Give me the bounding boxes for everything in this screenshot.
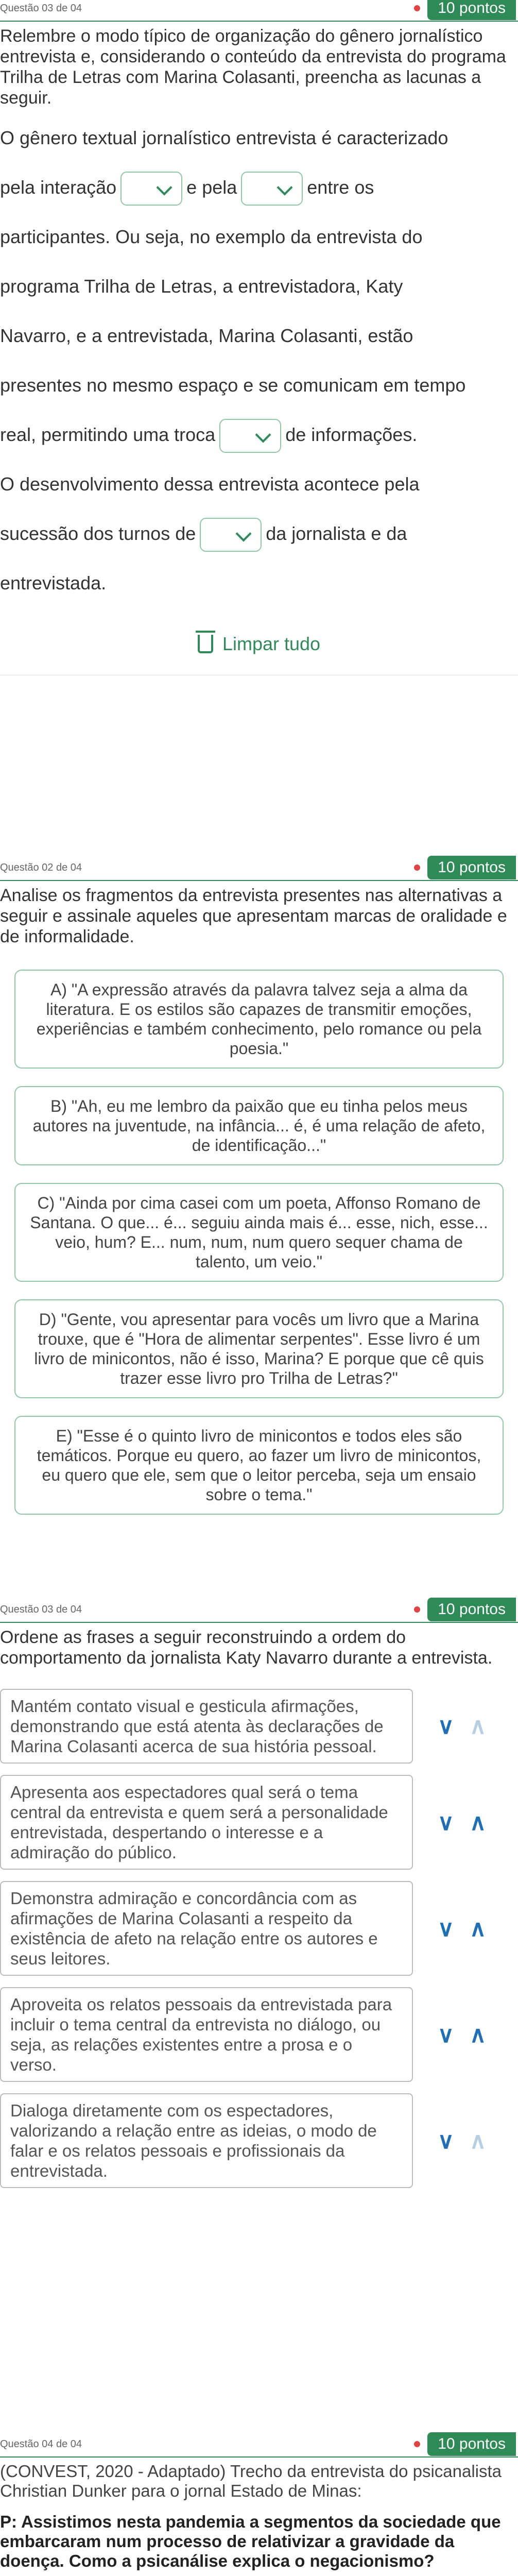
question-statement: Ordene as frases a seguir reconstruindo a ordem do comportamento da jornalista Katy Navarro durante a entrevista.: [0, 1628, 493, 1668]
order-item: Demonstra admiração e concordância com as afirmações de Marina Colasanti a respeito da existência de afeto na relação entre os autores e seus leitores. ∨ ∧: [0, 1881, 511, 1976]
move-down-icon[interactable]: ∨: [437, 1916, 454, 1941]
status-dot-icon: [414, 865, 420, 871]
order-item: Mantém contato visual e gesticula afirmações, demonstrando que está atenta às declarações de Marina Colasanti acerca de sua história pessoal. ∨ ∧: [0, 1689, 511, 1764]
answer-option-d[interactable]: D) "Gente, vou apresentar para vocês um livro que a Marina trouxe, que é "Hora de alimentar serpentes". Esse livro é um livro de minicontos, não é isso, Marina? E porque que cê quis trazer esse livro pro Trilha de Letras?": [14, 1299, 504, 1398]
question-cloze: [0, 0, 518, 675]
points-badge: 10 pontos: [427, 2432, 516, 2456]
blank-select-2[interactable]: [241, 172, 303, 206]
order-item: Aproveita os relatos pessoais da entrevistada para incluir o tema central da entrevista no diálogo, ou seja, as relações existentes entre a prosa e o verso. ∨ ∧: [0, 1987, 511, 2082]
move-up-icon[interactable]: ∧: [470, 2022, 487, 2047]
answer-option-c[interactable]: C) "Ainda por cima casei com um poeta, Affonso Romano de Santana. O que... é... seguiu ainda mais é... esse, nich, esse... veio, hum? E... num, num, num quero sequer chama de talento, um veio.": [14, 1183, 504, 1282]
points-badge: 10 pontos: [427, 1598, 516, 1621]
order-item: Dialoga diretamente com os espectadores, valorizando a relação entre as ideias, o modo de falar e os relatos pessoais e profissionais da entrevistada. ∨ ∧: [0, 2093, 511, 2188]
points-badge: 10 pontos: [427, 0, 516, 20]
blank-select-4[interactable]: [200, 518, 262, 552]
answer-option-a[interactable]: A) "A expressão através da palavra talvez seja a alma da literatura. E os estilos são capazes de transmitir emoções, experiências e também conhecimento, pelo romance ou pela poesia.": [14, 970, 504, 1069]
status-dot-icon: [414, 2441, 420, 2447]
chevron-down-icon: [157, 180, 172, 196]
question-number: Questão 04 de 04: [0, 2438, 82, 2450]
status-dot-icon: [414, 1606, 420, 1613]
cloze-text: O gênero textual jornalístico entrevista é caracterizado pela interação e pela entre os participantes. Ou seja, no exemplo da entrevista do programa Trilha de Letras, a entrevistadora, Katy Navarro, e a entrevistada, Marina Colasanti, estão presentes no mesmo espaço e se comunicam em tempo real, permitindo uma troca de informações. O desenvolvimento dessa entrevista acontece pela sucessão dos turnos de da jornalista e da entrevistada.: [0, 127, 466, 594]
interview-question-1: P: Assistimos nesta pandemia a segmentos da sociedade que embarcaram num processo de relativizar a gravidade da doença. Como a psicanálise explica o negacionismo?: [0, 2512, 501, 2570]
question-number: Questão 03 de 04: [0, 2, 82, 14]
clear-all-button[interactable]: Limpar tudo: [0, 613, 518, 675]
chevron-down-icon: [255, 427, 271, 443]
question-number: Questão 03 de 04: [0, 1603, 82, 1615]
question-number: Questão 02 de 04: [0, 861, 82, 873]
question-ordering: [0, 1597, 518, 2199]
move-up-icon[interactable]: ∧: [470, 1714, 487, 1739]
intro-text: (CONVEST, 2020 - Adaptado) Trecho da entrevista do psicanalista Christian Dunker para o jornal Estado de Minas:: [0, 2462, 502, 2500]
move-up-icon[interactable]: ∧: [470, 1916, 487, 1941]
points-badge: 10 pontos: [427, 856, 516, 879]
status-dot-icon: [414, 5, 420, 11]
order-item: Apresenta aos espectadores qual será o tema central da entrevista e quem será a personalidade entrevistada, despertando o interesse e a admiração do público. ∨ ∧: [0, 1775, 511, 1870]
blank-select-1[interactable]: [120, 172, 182, 206]
blank-select-3[interactable]: [219, 419, 281, 453]
question-statement: Analise os fragmentos da entrevista presentes nas alternativas a seguir e assinale aqueles que apresentam marcas de oralidade e de informalidade.: [0, 886, 507, 946]
answer-option-e[interactable]: E) "Esse é o quinto livro de minicontos e todos eles são temáticos. Porque eu quero, ao fazer um livro de minicontos, eu quero que ele, sem que o leitor perceba, seja um ensaio sobre o tema.": [14, 1416, 504, 1515]
chevron-down-icon: [277, 180, 293, 196]
question-multiselect: [0, 855, 518, 1532]
question-single-choice: [0, 2432, 518, 2576]
chevron-down-icon: [236, 526, 252, 542]
move-down-icon[interactable]: ∨: [437, 1714, 454, 1739]
trash-icon: [198, 635, 213, 653]
move-down-icon[interactable]: ∨: [437, 2128, 454, 2154]
move-up-icon[interactable]: ∧: [470, 1809, 487, 1835]
move-down-icon[interactable]: ∨: [437, 2022, 454, 2047]
move-up-icon[interactable]: ∧: [470, 2128, 487, 2154]
question-statement: Relembre o modo típico de organização do gênero jornalístico entrevista e, considerando o conteúdo da entrevista do programa Trilha de Letras com Marina Colasanti, preencha as lacunas a seguir.: [0, 26, 506, 108]
move-down-icon[interactable]: ∨: [437, 1809, 454, 1835]
answer-option-b[interactable]: B) "Ah, eu me lembro da paixão que eu tinha pelos meus autores na juventude, na infância... é, é uma relação de afeto, de identificação...": [14, 1086, 504, 1165]
